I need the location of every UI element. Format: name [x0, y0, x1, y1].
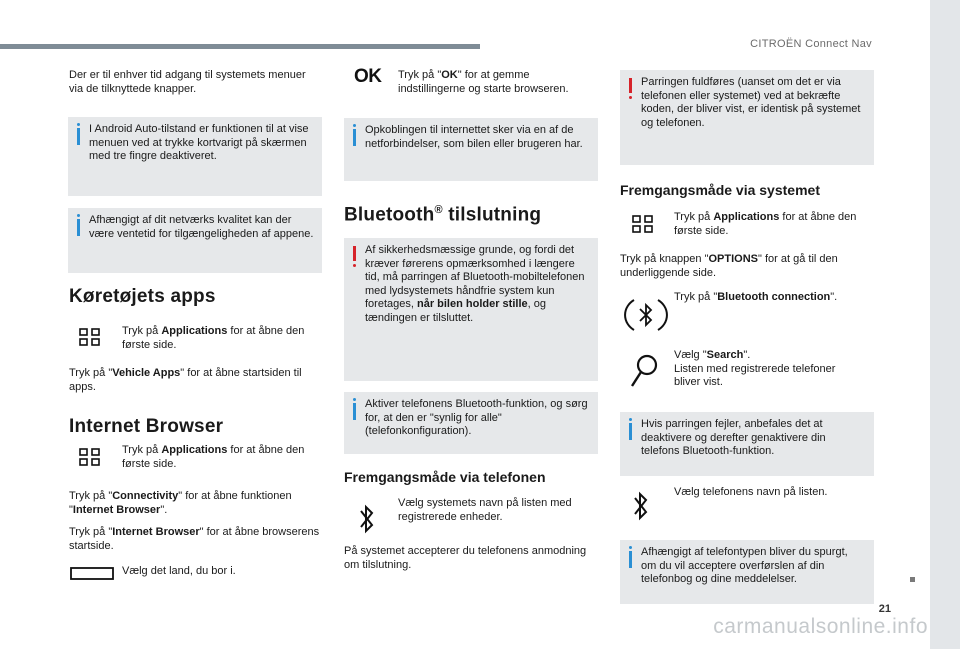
step-applications [122, 325, 312, 352]
info-text: Aktiver telefonens Bluetooth-funktion, og sørg for, at den er "synlig for alle" (telefonkonfiguration). [365, 398, 588, 437]
browser-start-text [69, 526, 324, 553]
bluetooth-icon [632, 489, 650, 523]
applications-grid-icon [79, 448, 101, 466]
info-icon [627, 546, 633, 568]
text-span: Bluetooth [344, 204, 435, 226]
step-applications [674, 211, 864, 238]
watermark: carmanualsonline.info [713, 615, 928, 638]
info-text: Afhængigt af telefontypen bliver du spurgt, om du vil acceptere overførslen af din telefonbog og dine meddelelser. [641, 546, 848, 585]
info-box-permissions [620, 540, 874, 604]
text-span: Tryk på " [69, 367, 113, 379]
text-span: Tryk på knappen " [620, 253, 709, 265]
warning-icon [626, 78, 634, 100]
continuation-marker [910, 577, 915, 582]
applications-label: Applications [161, 325, 228, 337]
warning-text: Parringen fuldføres (uanset om det er via telefonen eller systemet) ved at bekræfte koden, der bliver vist, er identisk på systemet og telefonen. [641, 76, 861, 129]
info-text: Opkoblingen til internettet sker via en af de netforbindelser, som bilen eller brugeren har. [365, 124, 583, 150]
subsection-title-phone: Fremgangsmåde via telefonen [344, 469, 546, 485]
bluetooth-connection-label: Bluetooth connection [717, 291, 831, 303]
text-span: " for at gå til den underliggende side. [620, 253, 838, 279]
emphasis-text: når bilen holder stille [416, 298, 528, 310]
warning-box-safety [344, 238, 598, 381]
info-icon [351, 398, 357, 420]
section-title-internet-browser: Internet Browser [69, 416, 224, 437]
text-span: Tryk på [674, 211, 714, 223]
phone-accept-text: På systemet accepterer du telefonens anmodning om tilslutning. [344, 545, 587, 571]
options-text [620, 253, 875, 280]
bluetooth-connection-icon [624, 295, 668, 335]
warning-box-pairing [620, 70, 874, 165]
text-span: Tryk på [122, 325, 162, 337]
header-rule [0, 44, 480, 49]
step-ok [398, 69, 593, 96]
step-applications [122, 444, 312, 471]
text-span: " for at åbne funktionen " [69, 490, 292, 516]
text-span: " for at åbne startsiden til apps. [69, 367, 302, 393]
country-select-field-icon [70, 567, 114, 580]
text-span: tilslutning [442, 204, 542, 226]
text-span: Tryk på " [69, 526, 113, 538]
warning-icon [350, 246, 358, 268]
section-title-vehicle-apps: Køretøjets apps [69, 286, 216, 307]
internet-browser-label: Internet Browser [72, 503, 161, 516]
step-country: Vælg det land, du bor i. [122, 565, 236, 577]
text-span: for at åbne den første side. [122, 325, 305, 351]
info-box-network [68, 208, 322, 273]
info-box-android [68, 117, 322, 196]
applications-grid-icon [79, 328, 101, 346]
text-span: ". [743, 349, 751, 361]
info-icon [627, 418, 633, 440]
text-span: ". [160, 503, 168, 516]
info-box-connection [344, 118, 598, 181]
text-span: for at åbne den første side. [674, 211, 857, 237]
info-text: Hvis parringen fejler, anbefales det at deaktivere og derefter genaktivere din telefons Bluetooth-funktion. [641, 418, 826, 457]
text-span: " for at gemme indstillingerne og starte browseren. [398, 69, 569, 95]
text-span: , og tændingen er tilsluttet. [365, 298, 546, 324]
text-span: Af sikkerhedsmæssige grunde, og fordi det kræver førerens opmærksomhed i længere tid, må parringen af Bluetooth-mobiltelefonen med lydsystemets håndfrie system kun foretages, [365, 244, 585, 310]
connectivity-text [69, 490, 324, 517]
bluetooth-icon [358, 502, 376, 536]
text-span: Tryk på " [398, 69, 442, 81]
internet-browser-label: Internet Browser [112, 526, 200, 538]
text-span: Listen med registrerede telefoner bliver vist. [674, 362, 836, 388]
text-span: Tryk på [122, 444, 162, 456]
search-icon [629, 353, 659, 389]
intro-text: Der er til enhver tid adgang til systemets menuer via de tilknyttede knapper. [69, 69, 306, 95]
info-icon [75, 123, 81, 145]
page-number: 21 [878, 603, 891, 615]
registered-mark: ® [434, 204, 443, 216]
info-icon [351, 124, 357, 146]
text-span: Tryk på " [674, 291, 718, 303]
connectivity-label: Connectivity [112, 490, 179, 502]
ok-button-icon: OK [354, 66, 382, 87]
section-title-bluetooth [344, 204, 542, 226]
applications-label: Applications [161, 444, 228, 456]
info-text: Afhængigt af dit netværks kvalitet kan der være ventetid for tilgængeligheden af appene. [89, 214, 314, 240]
subsection-title-system: Fremgangsmåde via systemet [620, 182, 820, 198]
applications-label: Applications [713, 211, 780, 223]
step-search [674, 349, 864, 390]
applications-grid-icon [632, 215, 654, 233]
vehicle-apps-label: Vehicle Apps [112, 367, 181, 379]
ok-label: OK [441, 69, 458, 81]
search-label: Search [706, 349, 744, 361]
step-phone-select: Vælg systemets navn på listen med registrerede enheder. [398, 497, 572, 523]
warning-text [365, 244, 590, 325]
info-icon [75, 214, 81, 236]
text-span: Vælg " [674, 349, 707, 361]
running-header: CITROËN Connect Nav [750, 38, 872, 50]
info-box-pairing-fail [620, 412, 874, 476]
vehicle-apps-text [69, 367, 324, 394]
text-span: " for at åbne browserens startside. [69, 526, 320, 552]
text-span: for at åbne den første side. [122, 444, 305, 470]
step-bluetooth-connection [674, 291, 864, 305]
info-box-activate-bluetooth [344, 392, 598, 454]
step-choose-phone: Vælg telefonens navn på listen. [674, 486, 828, 498]
text-span: Tryk på " [69, 490, 113, 502]
side-strip [930, 0, 960, 649]
text-span: ". [830, 291, 838, 303]
info-text: I Android Auto-tilstand er funktionen til at vise menuen ved at trykke kortvarigt på skærmen med tre fingre deaktiveret. [89, 123, 309, 162]
options-label: OPTIONS [708, 253, 759, 265]
